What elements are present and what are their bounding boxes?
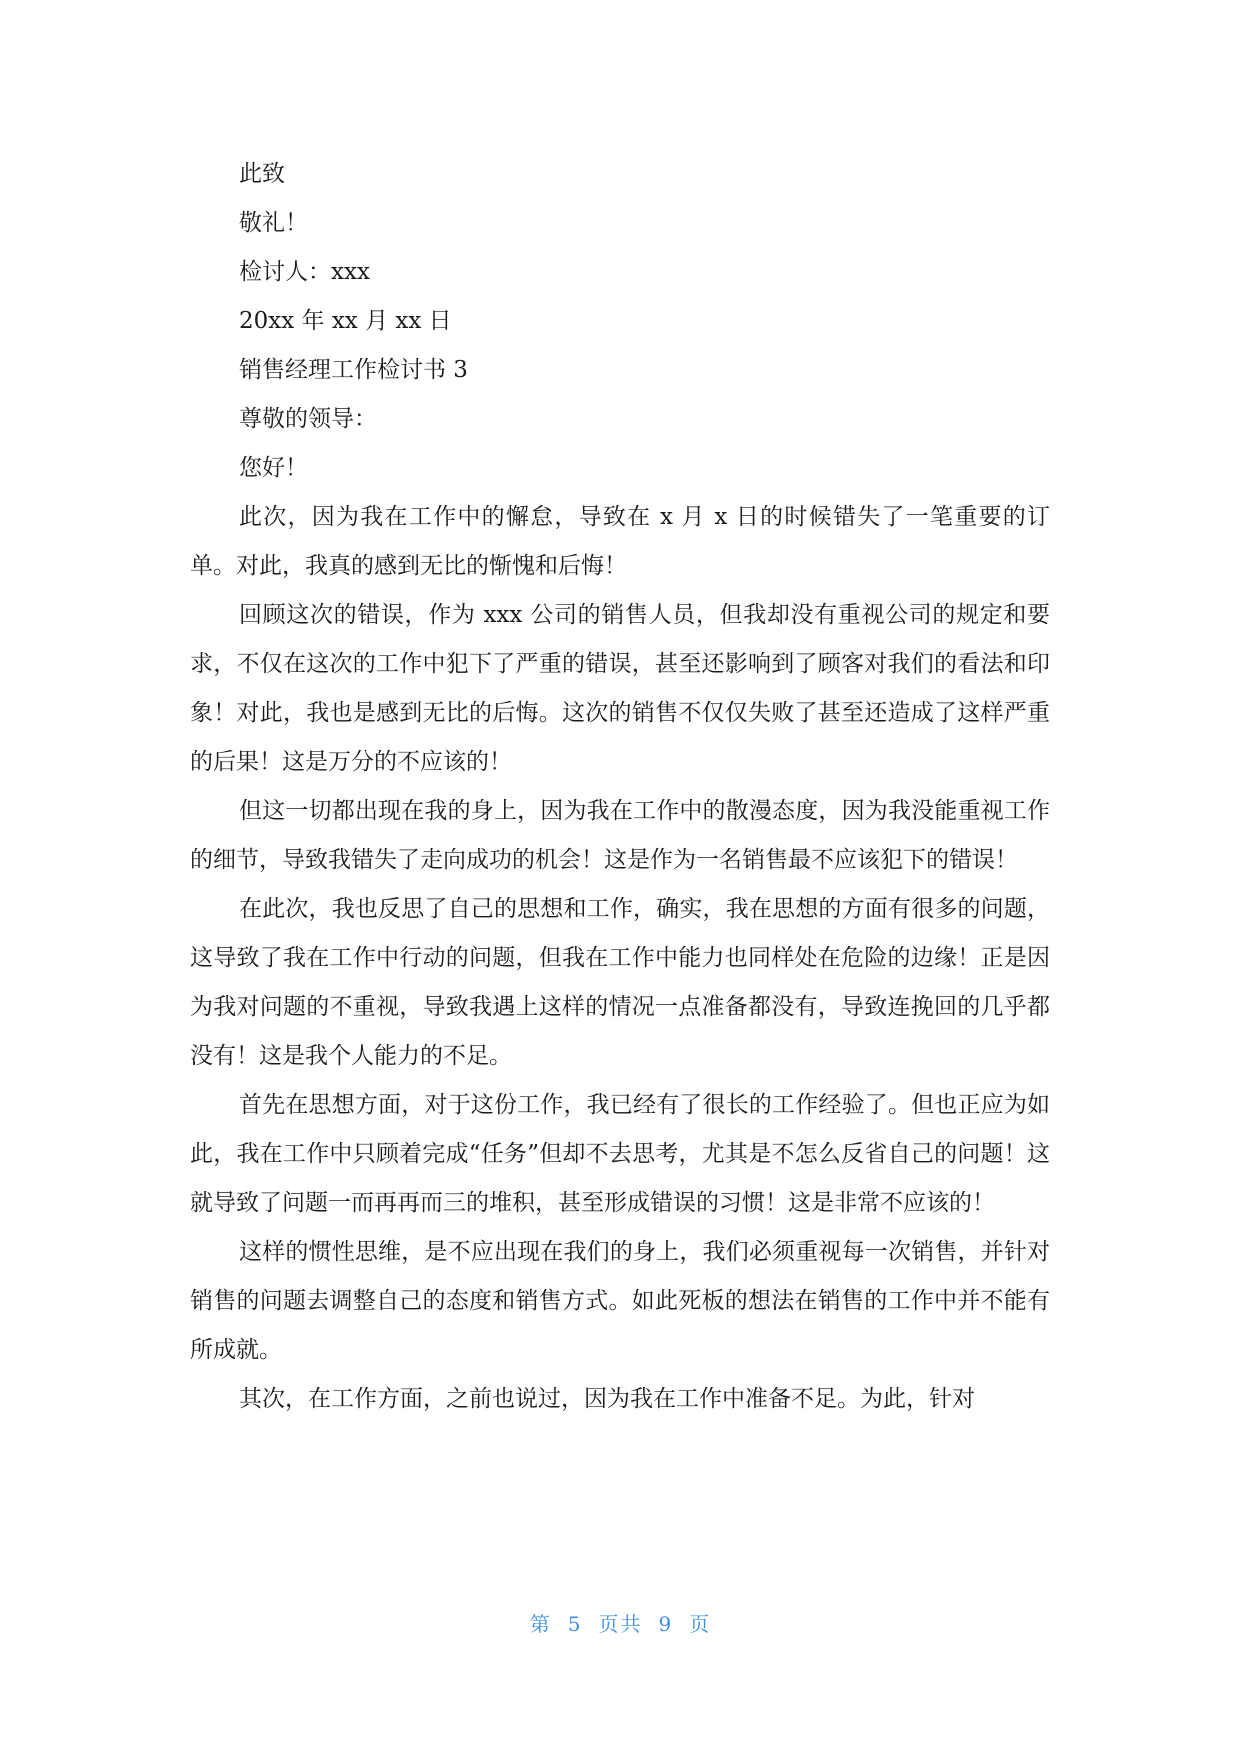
footer-prefix: 第 (529, 1612, 552, 1636)
letter-title: 销售经理工作检讨书 3 (239, 357, 468, 383)
paragraph-4: 在此次，我也反思了自己的思想和工作，确实，我在思想的方面有很多的问题，这导致了我在工作中行动的问题，但我在工作中能力也同样处在危险的边缘！正是因为我对问题的不重视，导致我遇上这样的情况一点准备都没有，导致连挽回的几乎都没有！这是我个人能力的不足。 (190, 896, 1050, 1069)
paragraph-5: 首先在思想方面，对于这份工作，我已经有了很长的工作经验了。但也正应为如此，我在工作中只顾着完成“任务”但却不去思考，尤其是不怎么反省自己的问题！这就导致了问题一而再再而三的堆积，甚至形成错误的习惯！这是非常不应该的！ (190, 1092, 1050, 1216)
paragraph-3: 但这一切都出现在我的身上，因为我在工作中的散漫态度，因为我没能重视工作的细节，导致我错失了走向成功的机会！这是作为一名销售最不应该犯下的错误！ (190, 798, 1050, 873)
closing-regards: 敬礼！ (239, 210, 308, 236)
document-body (190, 150, 1050, 1424)
closing-author: 检讨人：xxx (239, 259, 370, 285)
paragraph-1: 此次，因为我在工作中的懈怠，导致在 x 月 x 日的时候错失了一笔重要的订单。对此，我真的感到无比的惭愧和后悔！ (190, 504, 1050, 579)
closing-salutation: 此致 (239, 161, 285, 187)
footer-current-page: 5 (567, 1612, 583, 1636)
letter-greeting: 尊敬的领导： (239, 406, 377, 432)
closing-date: 20xx 年 xx 月 xx 日 (239, 308, 452, 334)
letter-hello: 您好！ (239, 455, 308, 481)
footer-total-pages: 9 (658, 1612, 674, 1636)
paragraph-6: 这样的惯性思维，是不应出现在我们的身上，我们必须重视每一次销售，并针对销售的问题去调整自己的态度和销售方式。如此死板的想法在销售的工作中并不能有所成就。 (190, 1239, 1050, 1363)
page-footer (0, 1608, 1241, 1637)
footer-middle: 页共 (598, 1612, 643, 1636)
footer-suffix: 页 (689, 1612, 712, 1636)
paragraph-7: 其次，在工作方面，之前也说过，因为我在工作中准备不足。为此，针对 (239, 1386, 975, 1412)
paragraph-2: 回顾这次的错误，作为 xxx 公司的销售人员，但我却没有重视公司的规定和要求，不仅在这次的工作中犯下了严重的错误，甚至还影响到了顾客对我们的看法和印象！对此，我也是感到无比的后悔。这次的销售不仅仅失败了甚至还造成了这样严重的后果！这是万分的不应该的！ (190, 602, 1050, 775)
